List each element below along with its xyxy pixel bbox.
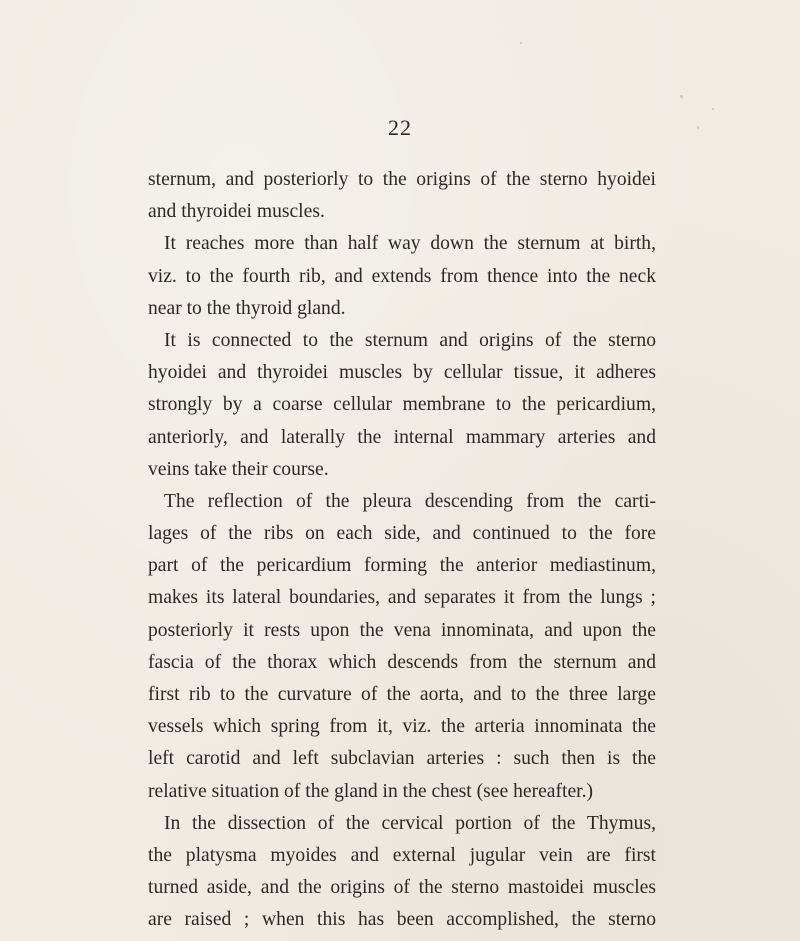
text-line: first rib to the curvature of the aorta, and to the three large	[148, 684, 656, 705]
page-number: 22	[388, 115, 412, 140]
text-line: the platysma myoides and external jugular vein are first	[148, 844, 656, 866]
text-line: It reaches more than half way down the sternum at birth,	[164, 233, 656, 255]
text-line: strongly by a coarse cellular membrane to the pericardium,	[148, 394, 656, 416]
text-line: posteriorly it rests upon the vena innominata, and upon the	[148, 619, 656, 641]
text-line: sternum, and posteriorly to the origins of the sterno hyoidei	[148, 169, 656, 190]
text-line: vessels which spring from it, viz. the arteria innominata the	[148, 716, 656, 738]
paper-speck	[712, 108, 714, 110]
text-line: lages of the ribs on each side, and continued to the fore	[148, 523, 656, 545]
text-line: The reflection of the pleura descending from the carti-	[164, 490, 656, 512]
paragraph-2	[148, 228, 656, 325]
text-line: are raised ; when this has been accomplished, the sterno	[148, 909, 656, 931]
body-text	[148, 164, 656, 937]
paragraph-1	[148, 164, 656, 228]
paper-speck	[520, 42, 522, 44]
text-line: veins take their course.	[148, 458, 329, 480]
paragraph-5	[148, 808, 656, 937]
text-line: part of the pericardium forming the anterior mediastinum,	[148, 555, 656, 577]
text-line: turned aside, and the origins of the sterno mastoidei muscles	[148, 877, 656, 899]
paragraph-4	[148, 486, 656, 808]
text-line: In the dissection of the cervical portion of the Thymus,	[164, 812, 656, 834]
text-line: anteriorly, and laterally the internal mammary arteries and	[148, 426, 656, 448]
text-line: and thyroidei muscles.	[148, 201, 325, 223]
text-line: hyoidei and thyroidei muscles by cellular tissue, it adheres	[148, 362, 656, 384]
text-line: fascia of the thorax which descends from the sternum and	[148, 651, 656, 673]
text-line: relative situation of the gland in the chest (see hereafter.)	[148, 780, 594, 802]
text-line: viz. to the fourth rib, and extends from thence into the neck	[148, 265, 656, 287]
paper-speck	[697, 126, 699, 129]
paper-speck	[680, 95, 683, 98]
paragraph-3	[148, 325, 656, 486]
text-line: left carotid and left subclavian arteries : such then is the	[148, 748, 656, 770]
text-line: near to the thyroid gland.	[148, 297, 346, 319]
text-line: makes its lateral boundaries, and separates it from the lungs ;	[148, 587, 656, 609]
text-line: It is connected to the sternum and origins of the sterno	[164, 329, 656, 351]
